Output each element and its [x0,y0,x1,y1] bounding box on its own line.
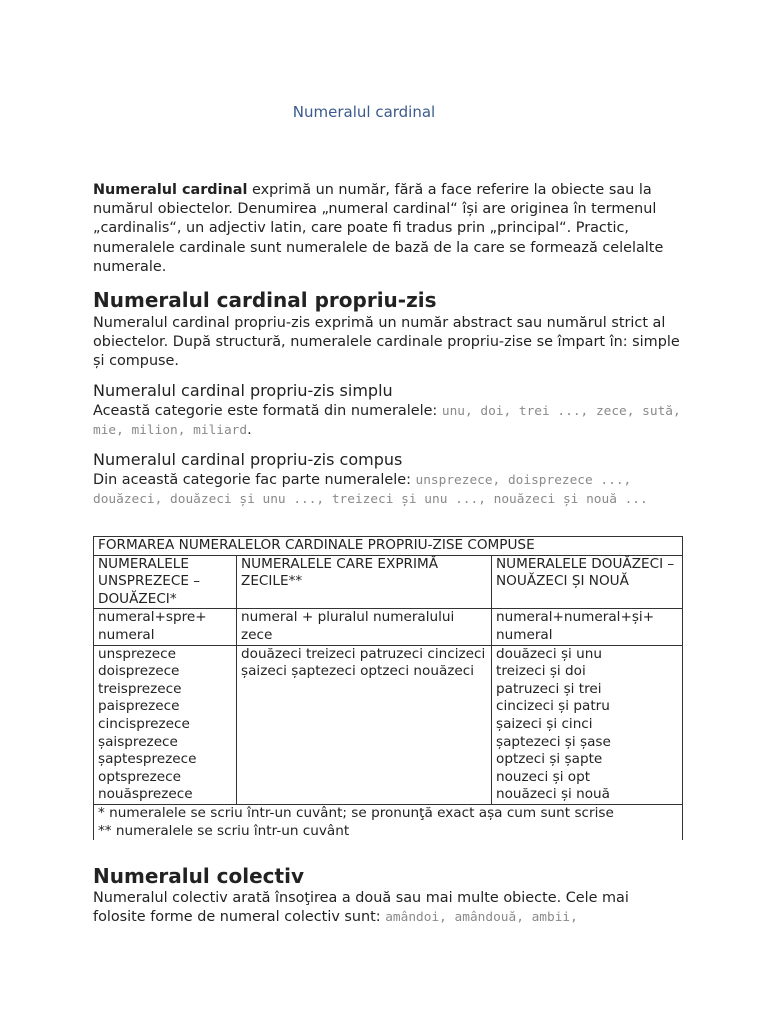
table-rule-row [94,609,683,645]
paragraph-colectiv [93,889,685,927]
table-header: NUMERALELE UNSPREZECE – DOUĂZECI* [94,555,237,609]
list-item: cincizeci și patru [496,698,610,715]
table-header-row [94,555,683,609]
table-cell-list [492,645,683,804]
table-header: NUMERALELE CARE EXPRIMĂ ZECILE** [237,555,492,609]
colectiv-examples: amândoi, amândouă, ambii, [385,910,578,926]
heading-simplu: Numeralul cardinal propriu-zis simplu [93,381,393,400]
table-caption-row [94,537,683,556]
paragraph-simplu [93,402,685,440]
table-notes [94,804,683,840]
list-item: nouăzeci și nouă [496,786,611,803]
simplu-end: . [247,422,252,439]
colectiv-text: Numeralul colectiv arată însoţirea a două sau mai multe obiecte. Cele mai folosite forme de numeral colectiv sunt: [93,890,629,926]
list-item: paisprezece [98,698,180,715]
simplu-examples: unu, doi, trei ..., zece, sută, mie, milion, miliard [93,404,681,439]
intro-paragraph [93,181,685,277]
list-item: șaisprezece [98,733,178,750]
table-header: NUMERALELE DOUĂZECI – NOUĂZECI ȘI NOUĂ [492,555,683,609]
intro-bold-term: Numeralul cardinal [93,182,248,198]
table-cell: numeral+spre+ numeral [94,609,237,645]
table-note: ** numeralele se scriu într-un cuvânt [98,822,350,839]
list-item: treizeci și doi [496,663,586,680]
list-item: unsprezece [98,645,176,662]
document-title: Numeralul cardinal [292,103,436,121]
table-examples-row [94,645,683,804]
heading-colectiv: Numeralul colectiv [93,864,304,888]
paragraph-cardinal-propriu-zis: Numeralul cardinal propriu-zis exprimă un număr abstract sau numărul strict al obiectelor. După structură, numeralele cardinale propriu-zise se împart în: simple și compuse. [93,315,680,370]
table-caption: FORMAREA NUMERALELOR CARDINALE PROPRIU-ZISE COMPUSE [94,537,683,556]
list-item: douăzeci și unu [496,645,602,662]
table-cell: numeral + pluralul numeralului zece [237,609,492,645]
list-item: doisprezece [98,663,180,680]
table-note: * numeralele se scriu într-un cuvânt; se pronunţă exact așa cum sunt scrise [98,804,614,821]
heading-compus: Numeralul cardinal propriu-zis compus [93,450,403,469]
list-item: șaptesprezece [98,751,197,768]
list-item: optsprezece [98,768,181,785]
table-cell: douăzeci treizeci patruzeci cincizeci șaizeci șaptezeci optzeci nouăzeci [237,645,492,804]
list-item: șaizeci și cinci [496,715,593,732]
list-item: șaptezeci și șase [496,733,611,750]
compus-text: Din această categorie fac parte numeralele: [93,472,416,488]
simplu-text: Această categorie este formată din numeralele: [93,403,442,419]
table-cell-list [94,645,237,804]
compus-examples: unsprezece, doisprezece ..., douăzeci, douăzeci și unu ..., treizeci și unu ..., nouăzeci și nouă ... [93,473,648,508]
list-item: cincisprezece [98,715,190,732]
intro-text: exprimă un număr, fără a face referire la obiecte sau la numărul obiectelor. Denumirea „numeral cardinal“ își are originea în termenul „cardinalis“, un adjectiv latin, care poate fi tradus prin „principal“. Practic, numeralele cardinale sunt numeralele de bază de la care se formează celelalte numerale. [93,182,664,275]
list-item: patruzeci și trei [496,680,602,697]
list-item: treisprezece [98,680,182,697]
list-item: nouzeci și opt [496,768,591,785]
heading-cardinal-propriu-zis: Numeralul cardinal propriu-zis [93,288,437,312]
formation-table [93,536,683,840]
list-item: optzeci și șapte [496,751,603,768]
table-cell: numeral+numeral+și+ numeral [492,609,683,645]
list-item: nouăsprezece [98,786,193,803]
paragraph-compus [93,471,685,509]
table-notes-row [94,804,683,840]
